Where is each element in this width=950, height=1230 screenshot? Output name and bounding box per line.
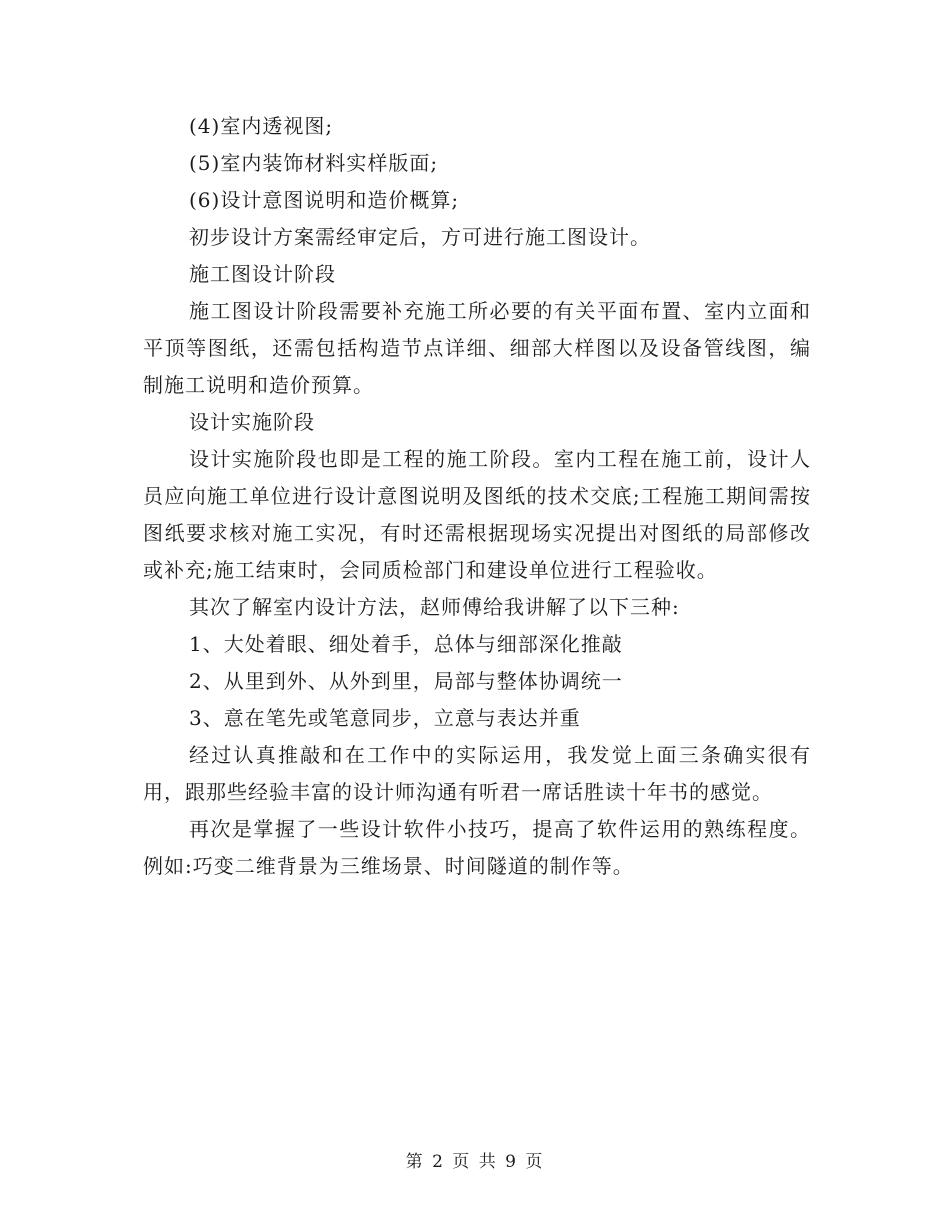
method-item-3: 3、意在笔先或笔意同步，立意与表达并重 [189, 706, 581, 730]
paragraph-construction-drawing: 施工图设计阶段需要补充施工所必要的有关平面布置、室内立面和平顶等图纸，还需包括构造节点详细、细部大样图以及设备管线图，编制施工说明和造价预算。 [143, 299, 811, 397]
method-item-1: 1、大处着眼、细处着手，总体与细部深化推敲 [189, 632, 623, 656]
section-heading-implementation: 设计实施阶段 [189, 410, 315, 434]
document-body [143, 108, 811, 885]
list-item-design-intent: (6)设计意图说明和造价概算; [189, 188, 460, 212]
method-item-2: 2、从里到外、从外到里，局部与整体协调统一 [189, 669, 623, 693]
list-item-material-board: (5)室内装饰材料实样版面; [189, 151, 439, 175]
paragraph-software-skills: 再次是掌握了一些设计软件小技巧，提高了软件运用的熟练程度。例如:巧变二维背景为三维场景、时间隧道的制作等。 [143, 817, 811, 878]
section-heading-construction-drawing: 施工图设计阶段 [189, 262, 336, 286]
paragraph-reflection: 经过认真推敲和在工作中的实际运用，我发觉上面三条确实很有用，跟那些经验丰富的设计师沟通有听君一席话胜读十年书的感觉。 [143, 743, 811, 804]
paragraph-approval: 初步设计方案需经审定后，方可进行施工图设计。 [189, 225, 651, 249]
paragraph-methods-intro: 其次了解室内设计方法，赵师傅给我讲解了以下三种: [189, 595, 680, 619]
list-item-perspective: (4)室内透视图; [189, 114, 334, 138]
paragraph-implementation: 设计实施阶段也即是工程的施工阶段。室内工程在施工前，设计人员应向施工单位进行设计意图说明及图纸的技术交底;工程施工期间需按图纸要求核对施工实况，有时还需根据现场实况提出对图纸的局部修改或补充;施工结束时，会同质检部门和建设单位进行工程验收。 [143, 447, 811, 582]
page-number-footer: 第 2 页 共 9 页 [405, 1152, 545, 1172]
